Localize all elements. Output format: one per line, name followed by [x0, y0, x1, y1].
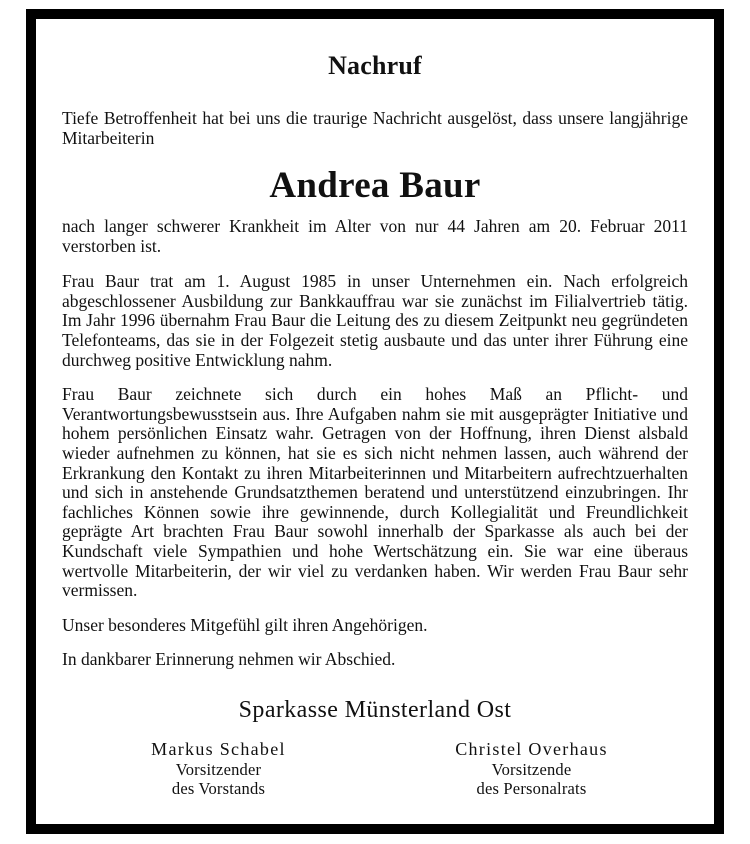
signatory-name: Christel Overhaus — [455, 738, 608, 759]
notice-title: Nachruf — [328, 51, 422, 80]
signatory-role-line-2: des Personalrats — [476, 778, 587, 798]
signatory-role-line-1: Vorsitzende — [491, 759, 572, 779]
notice-border-frame — [26, 9, 724, 834]
signatory-block — [62, 738, 688, 798]
signatory-role-line-1: Vorsitzender — [175, 759, 262, 779]
notice-content — [36, 19, 714, 824]
organization-name: Sparkasse Münsterland Ost — [238, 696, 512, 723]
lead-paragraph: Tiefe Betroffenheit hat bei uns die traurige Nachricht ausgelöst, dass unsere langjährige Mitarbeiterin — [62, 108, 688, 148]
signatory-role-line-2: des Vorstands — [171, 778, 266, 798]
tribute-paragraph: Frau Baur zeichnete sich durch ein hohes Maß an Pflicht- und Verantwortungsbewusstsein aus. Ihre Aufgaben nahm sie mit ausgeprägter Initiative und hohem persönlichen Einsatz wahr. Getragen von der Hoffnung, ihren Dienst alsbald wieder aufnehmen zu können, hat sie es sich nicht nehmen lassen, auch während der Erkrankung den Kontakt zu ihren Mitarbeiterinnen und Mitarbeitern aufrechtzuerhalten und sich in anstehende Grundsatzthemen beratend und unterstützend einzubringen. Ihr fachliches Können sowie ihre gewinnende, durch Kollegialität und Freundlichkeit geprägte Art brachten Frau Baur sowohl innerhalb der Sparkasse als auch bei der Kundschaft viele Sympathien und hohe Wertschätzung ein. Sie war eine überaus wertvolle Mitarbeiterin, der wir viel zu verdanken haben. Wir werden Frau Baur sehr vermissen. — [62, 384, 688, 601]
signatory-board-chair — [75, 738, 363, 798]
deceased-name: Andrea Baur — [269, 165, 481, 206]
farewell-paragraph: In dankbarer Erinnerung nehmen wir Abschied. — [62, 649, 396, 670]
condolences-paragraph: Unser besonderes Mitgefühl gilt ihren Angehörigen. — [62, 614, 428, 635]
career-paragraph: Frau Baur trat am 1. August 1985 in unser Unternehmen ein. Nach erfolgreich abgeschlossener Ausbildung zur Bankkauffrau war sie zunächst im Filialvertrieb tätig. Im Jahr 1996 übernahm Frau Baur die Leitung des zu diesem Zeitpunkt neu gegründeten Telefonteams, das sie in der Folgezeit stetig ausbaute und das unter ihrer Führung eine durchweg positive Entwicklung nahm. — [62, 271, 688, 370]
signatory-works-council-chair — [388, 738, 676, 798]
signatory-name: Markus Schabel — [151, 738, 286, 759]
death-details-paragraph: nach langer schwerer Krankheit im Alter von nur 44 Jahren am 20. Februar 2011 verstorben ist. — [62, 216, 688, 256]
